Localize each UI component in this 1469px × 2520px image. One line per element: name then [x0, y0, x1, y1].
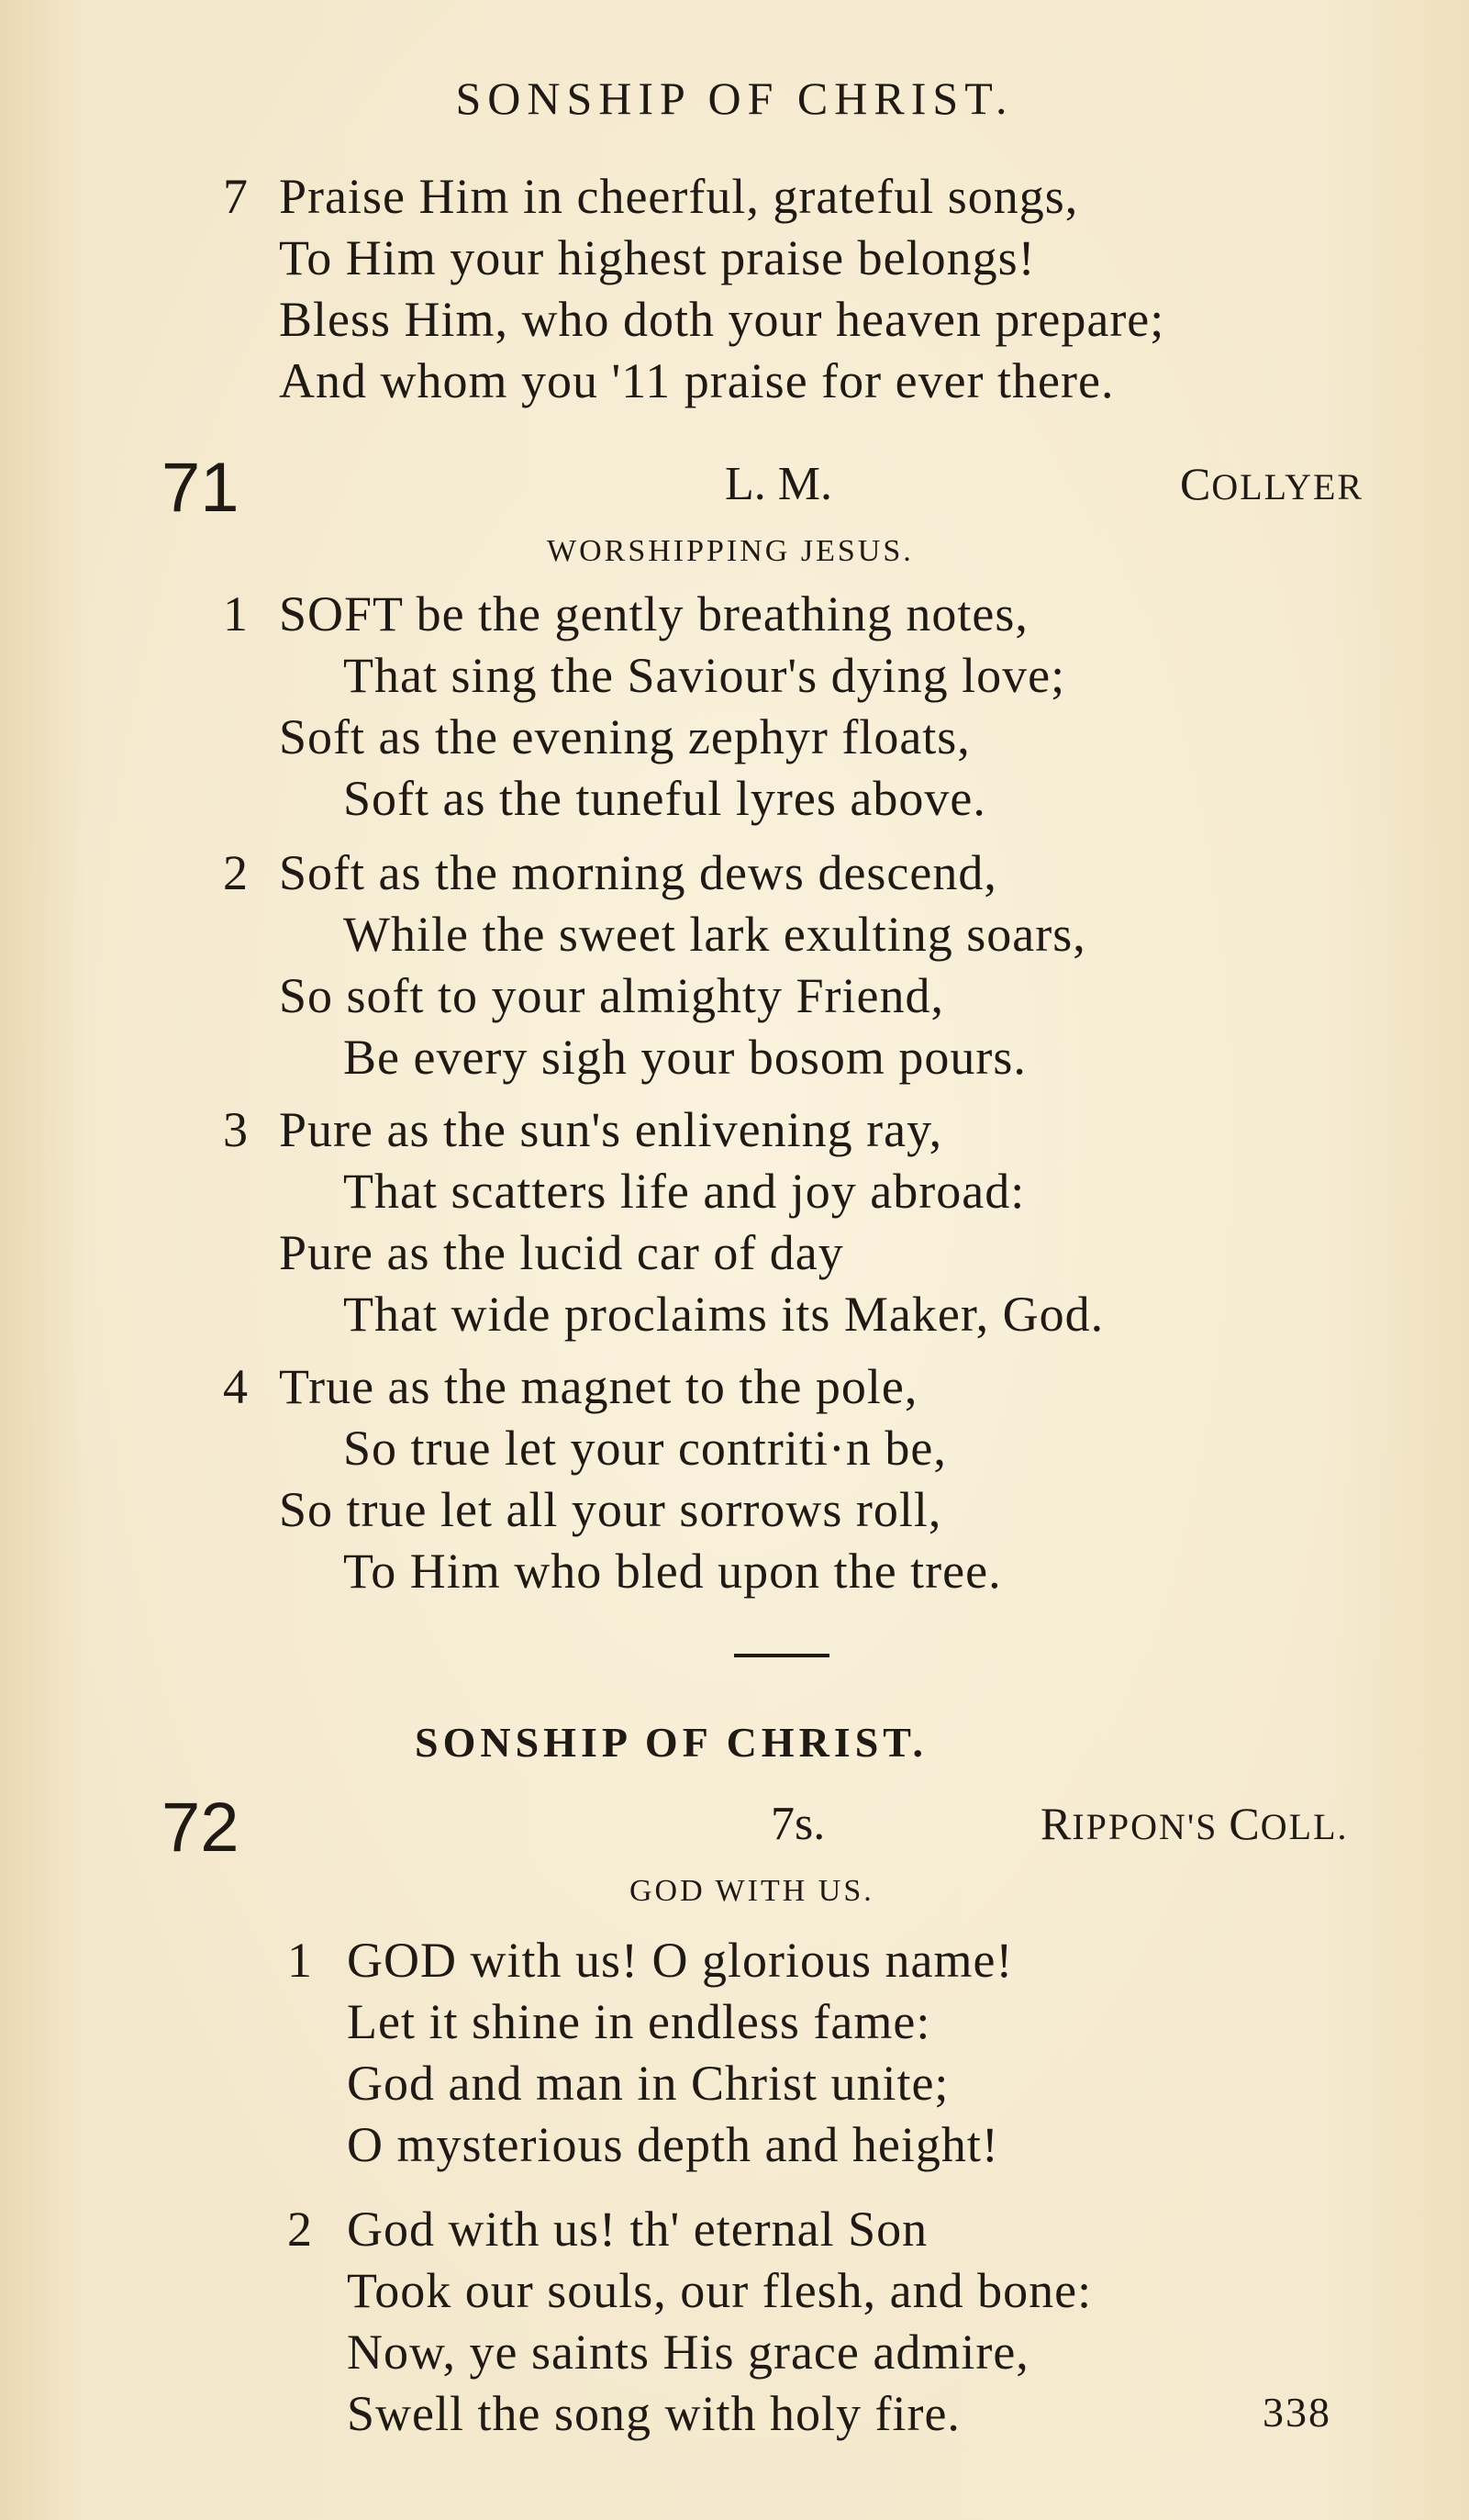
verse-number: 1: [223, 586, 248, 641]
verse-line: Praise Him in cheerful, grateful songs,: [279, 169, 1079, 224]
verse-line: Let it shine in endless fame:: [347, 1994, 931, 2049]
verse-line: True as the magnet to the pole,: [279, 1359, 918, 1414]
verse-line: God and man in Christ unite;: [347, 2056, 950, 2111]
page-number: 338: [1263, 2389, 1331, 2436]
hymn-meter: L. M.: [725, 458, 832, 510]
running-header: SONSHIP OF CHRIST.: [455, 72, 1014, 124]
tune-initial-c: C: [1229, 1798, 1261, 1849]
verse-line: That sing the Saviour's dying love;: [343, 648, 1066, 703]
hymn-number: 71: [161, 449, 239, 527]
verse-line: That scatters life and joy abroad:: [343, 1164, 1026, 1219]
verse-line: Took our souls, our flesh, and bone:: [347, 2263, 1093, 2318]
tune-name: [1180, 457, 1363, 510]
verse-line: Swell the song with holy fire.: [347, 2386, 961, 2441]
tune-initial: R: [1041, 1798, 1073, 1849]
verse-line: Soft as the tuneful lyres above.: [343, 771, 986, 826]
verse-line: God with us! th' eternal Son: [347, 2202, 929, 2257]
verse-number: 2: [223, 845, 248, 900]
tune-name: [1041, 1797, 1349, 1850]
verse-line: Bless Him, who doth your heaven prepare;: [279, 292, 1165, 347]
tune-end: OLL.: [1260, 1806, 1349, 1847]
verse-line: To Him your highest praise belongs!: [279, 230, 1036, 285]
hymn-subtitle: WORSHIPPING JESUS.: [547, 534, 914, 568]
hymn-subtitle: GOD WITH US.: [629, 1874, 874, 1908]
verse-number: 3: [223, 1102, 248, 1157]
section-title: SONSHIP OF CHRIST.: [415, 1719, 929, 1766]
verse-line: Now, ye saints His grace admire,: [347, 2325, 1029, 2380]
verse-line: That wide proclaims its Maker, God.: [343, 1287, 1105, 1342]
verse-number: 1: [287, 1933, 312, 1988]
verse-number: 4: [223, 1359, 248, 1414]
verse-number: 7: [223, 169, 248, 224]
verse-number: 2: [287, 2202, 312, 2257]
tune-initial: C: [1180, 458, 1212, 509]
tune-rest: OLLYER: [1211, 466, 1364, 507]
verse-line: Soft as the morning dews descend,: [279, 845, 997, 900]
verse-line: So true let your contriti·n be,: [343, 1421, 947, 1476]
verse-line: Be every sigh your bosom pours.: [343, 1030, 1027, 1085]
verse-line: O mysterious depth and height!: [347, 2117, 999, 2172]
verse-line: To Him who bled upon the tree.: [343, 1544, 1002, 1599]
hymn-number: 72: [161, 1789, 239, 1867]
verse-line: While the sweet lark exulting soars,: [343, 907, 1086, 962]
section-divider: [734, 1654, 829, 1657]
verse-line: Pure as the lucid car of day: [279, 1225, 844, 1280]
verse-line: So soft to your almighty Friend,: [279, 968, 944, 1023]
tune-rest: IPPON'S: [1072, 1806, 1230, 1847]
verse-line: And whom you '11 praise for ever there.: [279, 353, 1115, 408]
verse-line: So true let all your sorrows roll,: [279, 1482, 942, 1537]
verse-line: Soft as the evening zephyr floats,: [279, 709, 971, 764]
verse-line: SOFT be the gently breathing notes,: [279, 586, 1029, 641]
verse-line: Pure as the sun's enlivening ray,: [279, 1102, 943, 1157]
hymn-meter: 7s.: [771, 1798, 826, 1850]
verse-line: GOD with us! O glorious name!: [347, 1933, 1014, 1988]
